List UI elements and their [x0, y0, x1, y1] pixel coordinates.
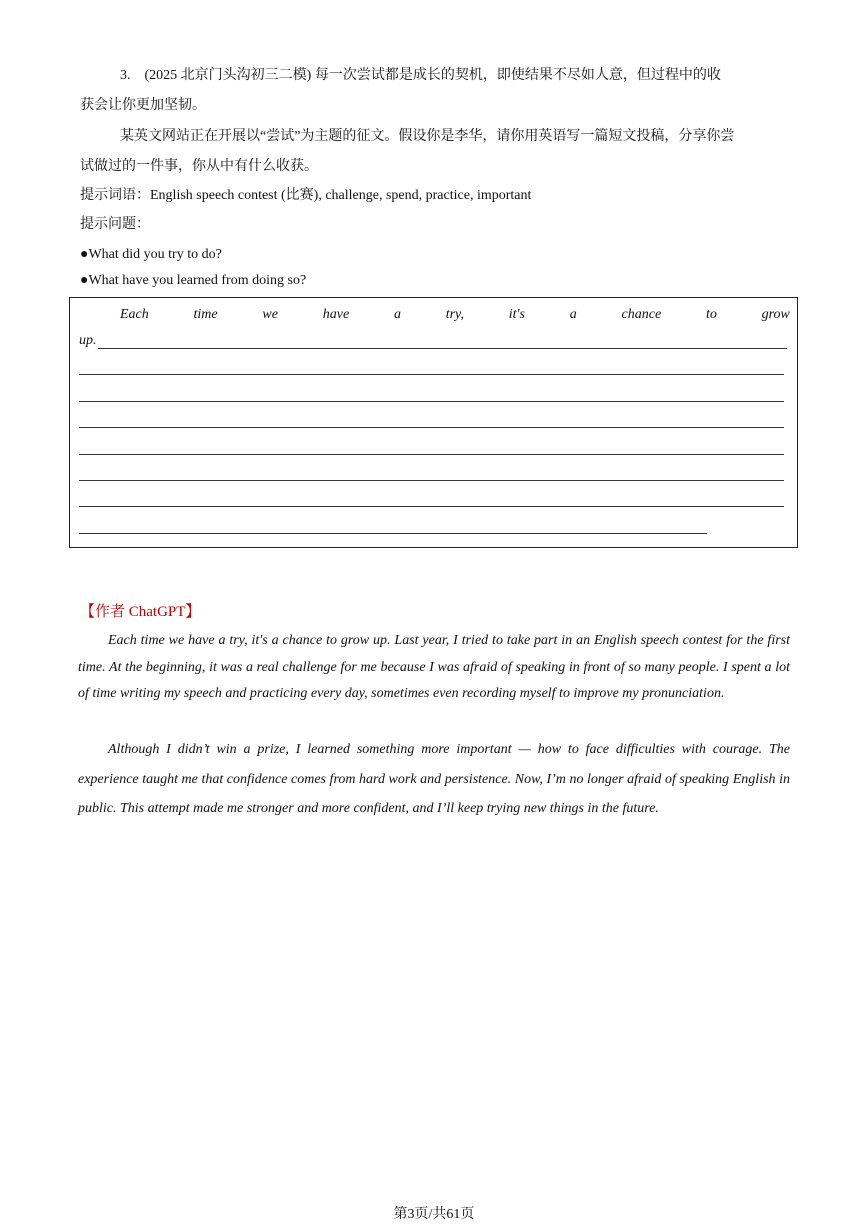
essay-paragraph-2: Although I didn’t win a prize, I learned something more important — how to face difficulties with courage. The experience taught me that confidence comes from hard work and persistence. Now, I’m no longer afraid of speaking English in public. This attempt made me stronger and more confident, and I’ll keep trying new things in the future.: [78, 742, 790, 817]
writing-line: [79, 480, 784, 481]
opener-word: have: [322, 307, 350, 322]
question-line-4: 试做过的一件事，你从中有什么收获。: [80, 159, 318, 174]
writing-line: [79, 374, 784, 375]
opener-word: a: [569, 307, 577, 322]
hint-question-2: ●What have you learned from doing so?: [80, 273, 307, 288]
opener-word: chance: [621, 307, 662, 322]
question-line-3: 某英文网站正在开展以“尝试”为主题的征文。假设你是李华，请你用英语写一篇短文投稿，分享你尝: [120, 129, 735, 144]
question-line-2: 获会让你更加坚韧。: [80, 98, 206, 113]
opener-word: grow: [761, 307, 790, 322]
opener-word: it's: [508, 307, 525, 322]
hint-question-1: ●What did you try to do?: [80, 247, 222, 262]
page-footer: 第3页/共61页: [393, 1207, 475, 1222]
opener-word: Each: [120, 307, 149, 322]
essay-paragraph-1: Each time we have a try, it's a chance to grow up. Last year, I tried to take part in an English speech contest for the first time. At the beginning, it was a real challenge for me because I was afraid of speaking in front of so many people. I spent a lot of time writing my speech and practicing every day, sometimes even recording myself to improve my pronunciation.: [78, 633, 790, 701]
writing-line: [79, 506, 784, 507]
writing-line: [98, 348, 787, 349]
answer-box: [69, 297, 798, 548]
opener-word: a: [393, 307, 401, 322]
opener-end: up.: [79, 333, 97, 348]
opener-word: time: [193, 307, 218, 322]
writing-line: [79, 427, 784, 428]
hint-words: 提示词语：English speech contest (比赛), challenge, spend, practice, important: [80, 188, 532, 203]
opener-word: we: [262, 307, 278, 322]
writing-line: [79, 533, 707, 534]
opener-sentence: [120, 305, 790, 325]
writing-line: [79, 401, 784, 402]
writing-line: [79, 454, 784, 455]
hint-questions-label: 提示问题：: [80, 217, 150, 232]
author-label: 【作者 ChatGPT】: [80, 604, 201, 620]
opener-word: try,: [445, 307, 464, 322]
opener-word: to: [705, 307, 717, 322]
question-line-1: 3. (2025 北京门头沟初三二模) 每一次尝试都是成长的契机，即使结果不尽如人意，但过程中的收: [120, 68, 721, 83]
